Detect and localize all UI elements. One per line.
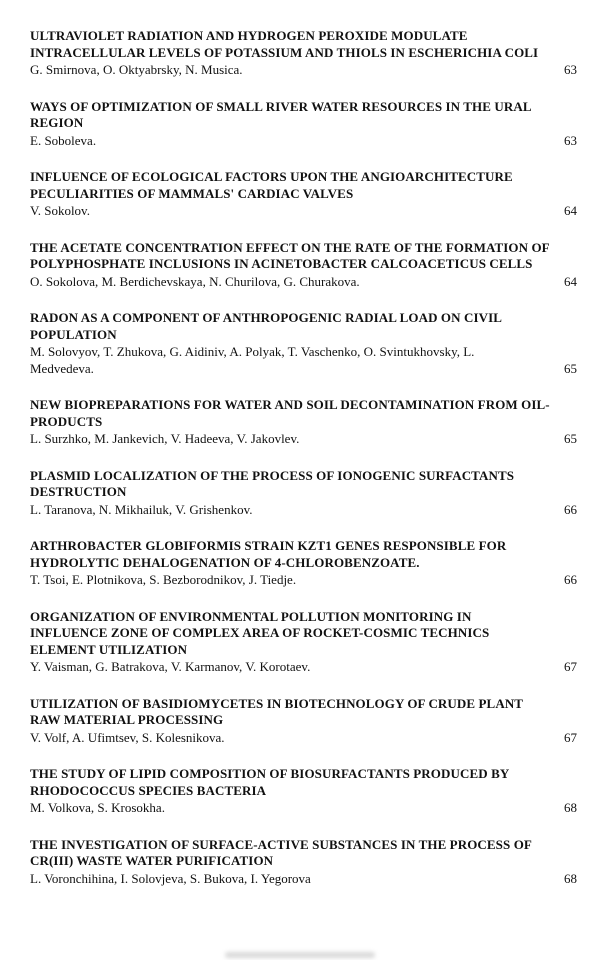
entry-title: THE STUDY OF LIPID COMPOSITION OF BIOSURFACTANTS PRODUCED BY RHODOCOCCUS SPECIES BACTERIA xyxy=(30,766,509,798)
entry-title: NEW BIOPREPARATIONS FOR WATER AND SOIL DECONTAMINATION FROM OIL-PRODUCTS xyxy=(30,397,550,429)
entry-authors-row xyxy=(30,343,577,377)
entry-title: WAYS OF OPTIMIZATION OF SMALL RIVER WATER RESOURCES IN THE URAL REGION xyxy=(30,98,531,130)
entry-authors-row xyxy=(30,273,577,291)
toc-entry xyxy=(30,169,577,220)
entry-authors-row xyxy=(30,571,577,589)
entry-authors: Y. Vaisman, G. Batrakova, V. Karmanov, V. Korotaev. xyxy=(30,659,311,674)
toc-entry xyxy=(30,310,577,377)
toc-entry xyxy=(30,609,577,676)
entry-page-number: 63 xyxy=(564,62,577,77)
toc-entry xyxy=(30,397,577,448)
entry-authors: T. Tsoi, E. Plotnikova, S. Bezborodnikov, J. Tiedje. xyxy=(30,572,297,587)
entry-authors-row xyxy=(30,799,577,817)
entry-authors-row xyxy=(30,132,577,150)
entry-title: UTILIZATION OF BASIDIOMYCETES IN BIOTECHNOLOGY OF CRUDE PLANT RAW MATERIAL PROCESSING xyxy=(30,695,523,727)
entry-page-number: 68 xyxy=(564,870,577,886)
toc-entry xyxy=(30,837,577,888)
toc-entry xyxy=(30,766,577,817)
entry-page-number: 64 xyxy=(564,273,577,289)
entry-authors-row xyxy=(30,202,577,220)
entry-title: ORGANIZATION OF ENVIRONMENTAL POLLUTION MONITORING IN INFLUENCE ZONE OF COMPLEX AREA OF ROCKET-COSMIC TECHNICS ELEMENT UTILIZATION xyxy=(30,608,490,657)
entry-authors-row xyxy=(30,61,577,79)
entry-title: RADON AS A COMPONENT OF ANTHROPOGENIC RADIAL LOAD ON CIVIL POPULATION xyxy=(30,310,502,342)
toc-entry xyxy=(30,28,577,79)
toc-entry xyxy=(30,240,577,291)
entry-authors: L. Taranova, N. Mikhailuk, V. Grishenkov. xyxy=(30,501,253,517)
entry-title: ULTRAVIOLET RADIATION AND HYDROGEN PEROXIDE MODULATE INTRACELLULAR LEVELS OF POTASSIUM AND THIOLS IN ESCHERICHIA COLI xyxy=(30,28,539,60)
entry-authors: V. Volf, A. Ufimtsev, S. Kolesnikova. xyxy=(30,729,225,745)
entry-title: ARTHROBACTER GLOBIFORMIS STRAIN KZT1 GENES RESPONSIBLE FOR HYDROLYTIC DEHALOGENATION OF 4-CHLOROBENZOATE. xyxy=(30,538,507,570)
entry-title: PLASMID LOCALIZATION OF THE PROCESS OF IONOGENIC SURFACTANTS DESTRUCTION xyxy=(30,467,515,499)
entry-page-number: 67 xyxy=(564,729,577,745)
entry-authors: G. Smirnova, O. Oktyabrsky, N. Musica. xyxy=(30,62,243,77)
toc-entries xyxy=(30,28,577,887)
entry-authors: V. Sokolov. xyxy=(30,203,90,218)
entry-page-number: 65 xyxy=(564,360,577,376)
entry-authors: L. Voronchihina, I. Solovjeva, S. Bukova, I. Yegorova xyxy=(30,870,311,886)
entry-title: THE ACETATE CONCENTRATION EFFECT ON THE RATE OF THE FORMATION OF POLYPHOSPHATE INCLUSIONS IN ACINETOBACTER CALCOACETICUS CELLS xyxy=(30,239,550,271)
entry-page-number: 64 xyxy=(564,203,577,218)
entry-authors: L. Surzhko, M. Jankevich, V. Hadeeva, V. Jakovlev. xyxy=(30,431,300,446)
entry-authors: M. Solovyov, T. Zhukova, G. Aidiniv, A. Polyak, T. Vaschenko, O. Svintukhovsky, L. Medvedeva. xyxy=(30,344,475,376)
entry-title: THE INVESTIGATION OF SURFACE-ACTIVE SUBSTANCES IN THE PROCESS OF CR(III) WASTE WATER PURIFICATION xyxy=(30,836,532,868)
scan-smudge-artifact xyxy=(225,952,375,958)
entry-authors: O. Sokolova, M. Berdichevskaya, N. Churilova, G. Churakova. xyxy=(30,273,360,289)
entry-authors-row xyxy=(30,658,577,676)
toc-entry xyxy=(30,99,577,150)
entry-page-number: 67 xyxy=(564,659,577,674)
entry-title: INFLUENCE OF ECOLOGICAL FACTORS UPON THE ANGIOARCHITECTURE PECULIARITIES OF MAMMALS' CARDIAC VALVES xyxy=(30,169,513,201)
toc-entry xyxy=(30,468,577,519)
entry-page-number: 66 xyxy=(564,501,577,517)
entry-authors-row xyxy=(30,501,577,519)
entry-page-number: 65 xyxy=(564,431,577,446)
toc-entry xyxy=(30,538,577,589)
entry-authors-row xyxy=(30,729,577,747)
entry-authors-row xyxy=(30,870,577,888)
entry-page-number: 66 xyxy=(564,572,577,587)
entry-authors: E. Soboleva. xyxy=(30,132,97,148)
toc-entry xyxy=(30,696,577,747)
entry-authors-row xyxy=(30,430,577,448)
entry-authors: M. Volkova, S. Krosokha. xyxy=(30,800,165,815)
entry-page-number: 63 xyxy=(564,132,577,148)
entry-page-number: 68 xyxy=(564,800,577,815)
